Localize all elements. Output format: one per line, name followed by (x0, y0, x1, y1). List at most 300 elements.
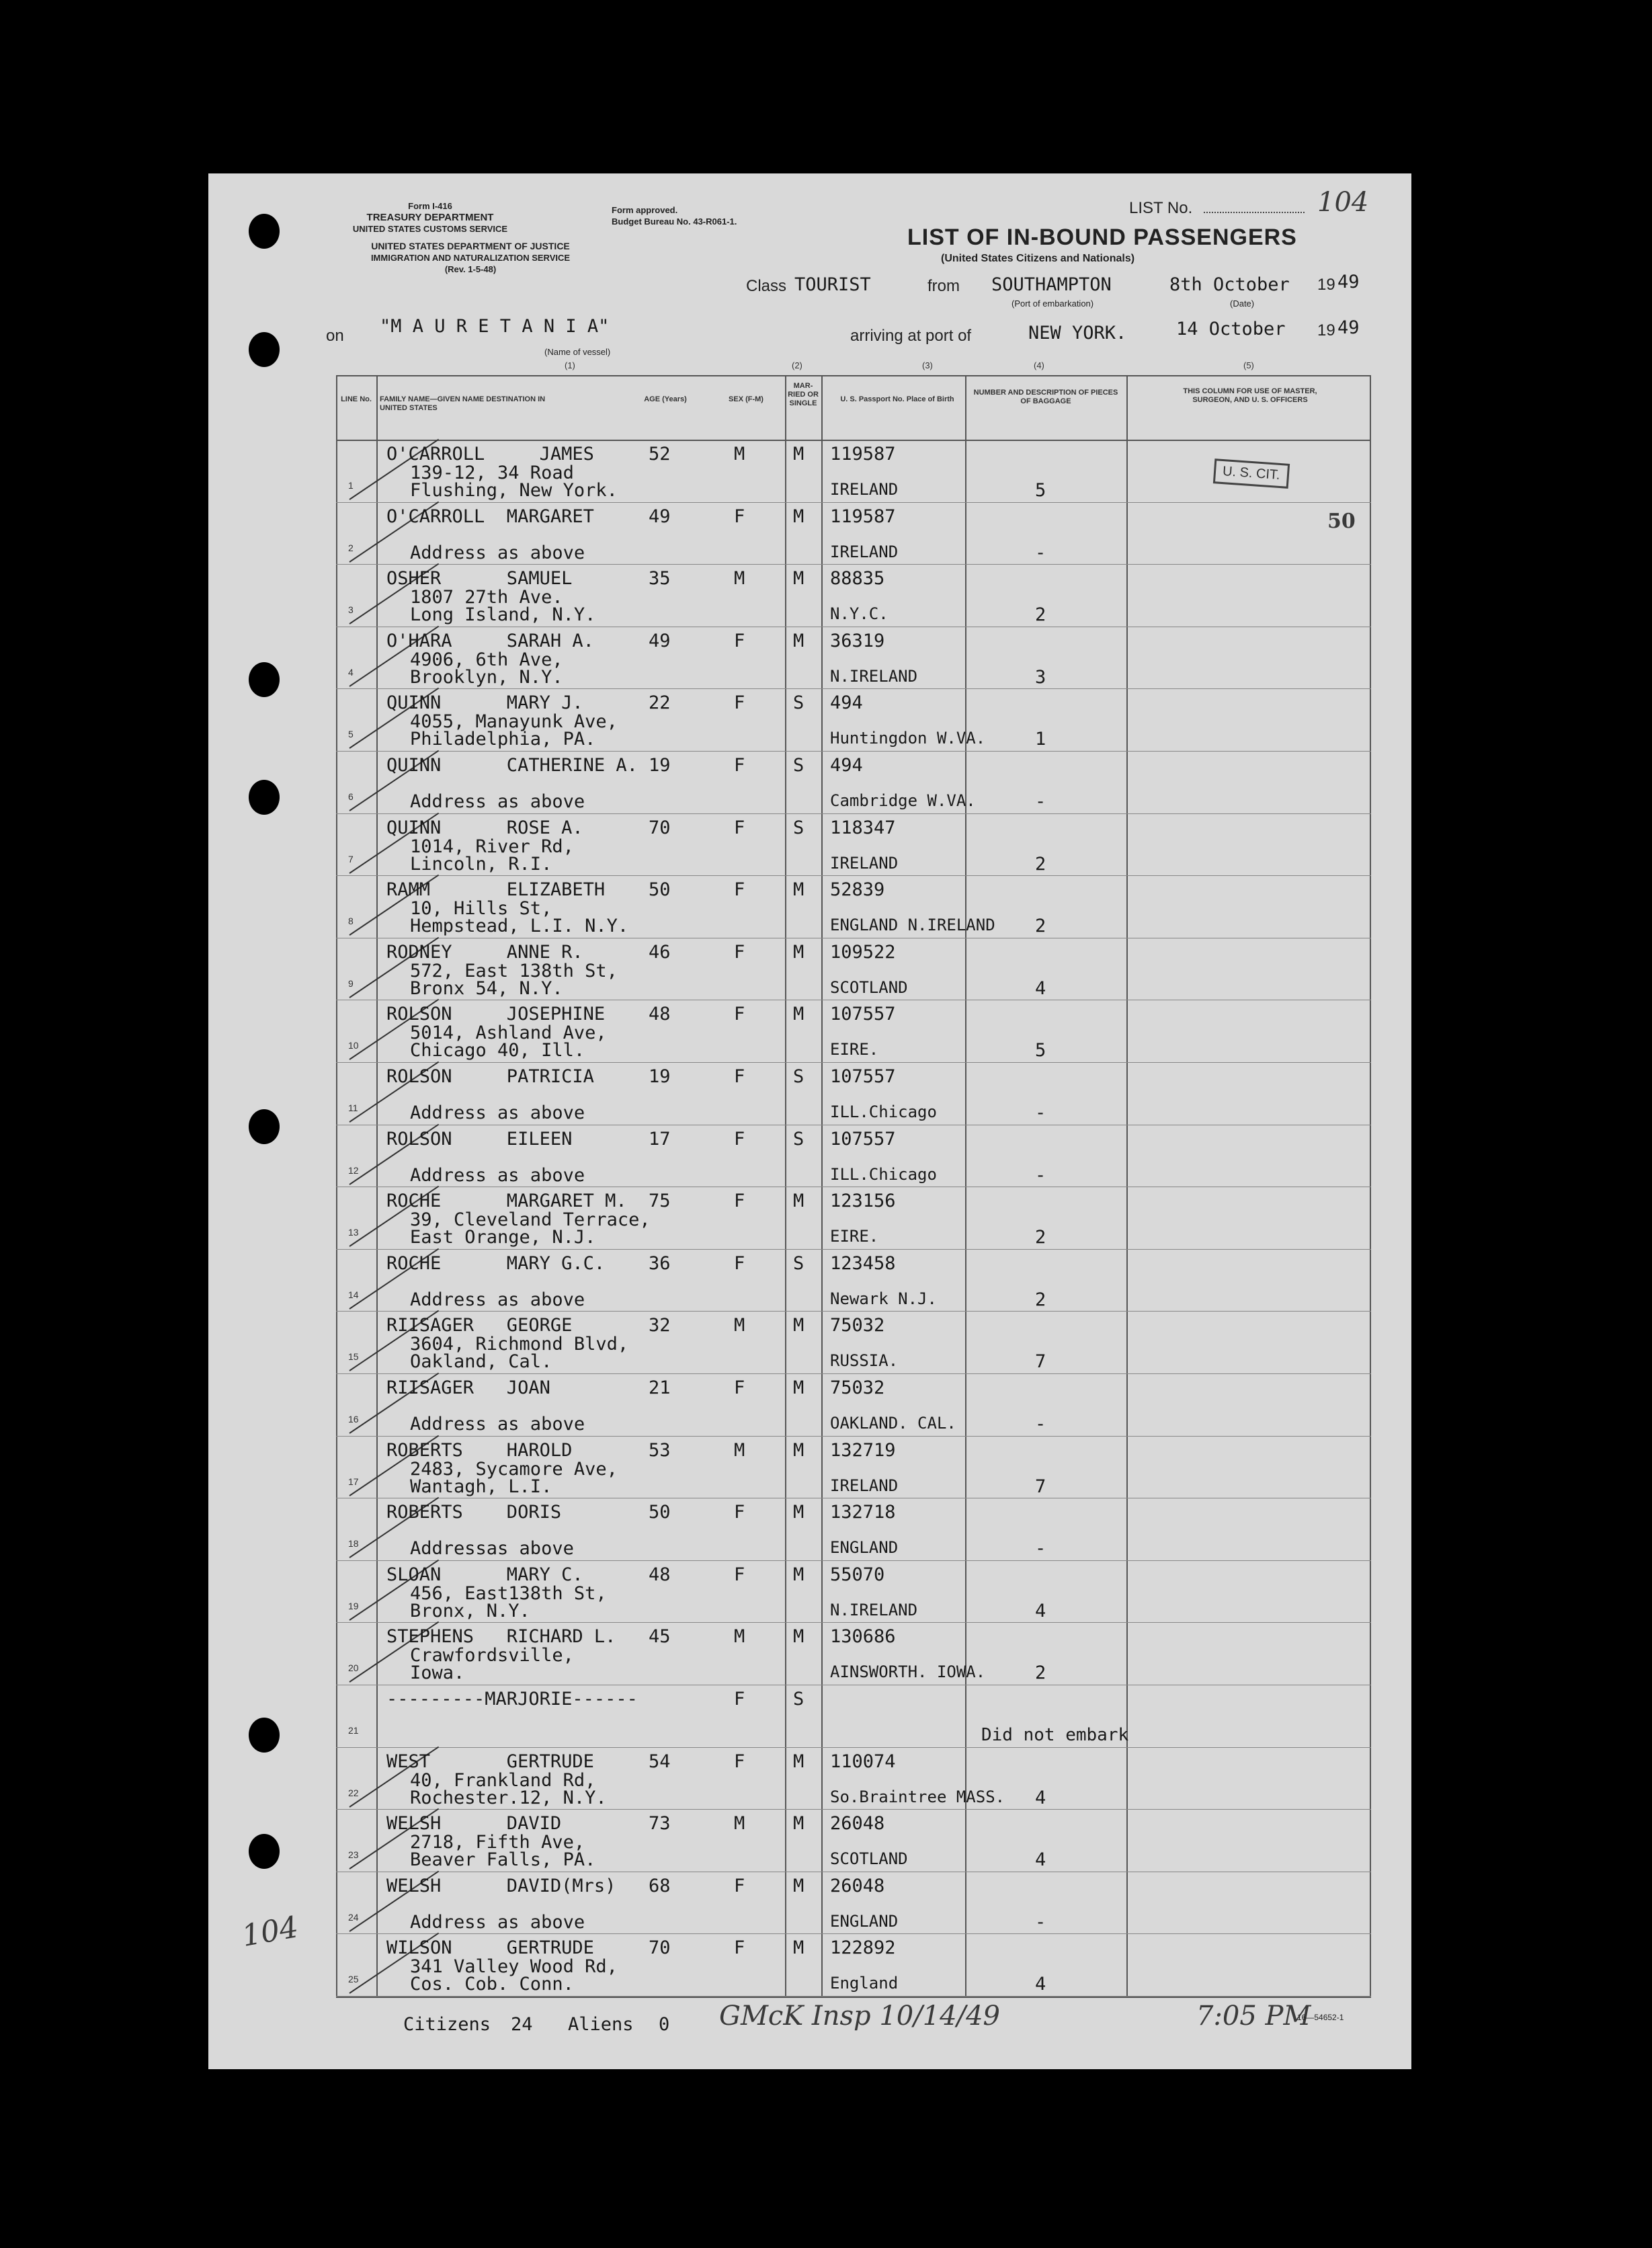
vessel-name: "M A U R E T A N I A" (380, 316, 610, 337)
place-of-birth: RUSSIA. (830, 1351, 899, 1371)
line-number: 12 (348, 1164, 359, 1176)
passenger-sex: F (734, 1066, 745, 1087)
arrival-port: NEW YORK. (1028, 323, 1127, 344)
line-number: 20 (348, 1662, 359, 1674)
passenger-age: 45 (649, 1626, 671, 1648)
row-divider (336, 1062, 1371, 1063)
row-divider (336, 875, 1371, 876)
passenger-age: 21 (649, 1377, 671, 1398)
passenger-sex: F (734, 1875, 745, 1896)
marital-status: M (793, 568, 804, 590)
place-of-birth: EIRE. (830, 1227, 879, 1246)
passport-number: 26048 (830, 1875, 885, 1896)
passport-number: 75032 (830, 1315, 885, 1336)
passenger-name: OSHER SAMUEL (386, 568, 573, 590)
line-number: 7 (348, 853, 354, 865)
address-line: Oakland, Cal. (410, 1351, 552, 1373)
passenger-name: ROBERTS HAROLD (386, 1439, 573, 1461)
col-number: (3) (922, 360, 933, 370)
list-number-label: LIST No. (1129, 199, 1193, 217)
place-of-birth: ENGLAND (830, 1911, 899, 1931)
marital-status: M (793, 1191, 804, 1212)
row-divider (336, 813, 1371, 814)
passport-number: 494 (830, 755, 863, 776)
punch-hole (249, 662, 280, 697)
line-number: 22 (348, 1787, 359, 1798)
line-number: 24 (348, 1911, 359, 1923)
place-of-birth: ENGLAND (830, 1538, 899, 1558)
address-line: Address as above (410, 1102, 585, 1123)
baggage-count: - (1035, 1102, 1046, 1123)
marital-status: M (793, 1377, 804, 1398)
col-number: (4) (1034, 360, 1044, 370)
row-divider (336, 502, 1371, 503)
from-label: from (927, 277, 960, 295)
address-line: Hempstead, L.I. N.Y. (410, 916, 629, 937)
col-divider (785, 375, 786, 1997)
marital-status: M (793, 1875, 804, 1896)
passenger-name: STEPHENS RICHARD L. (386, 1626, 616, 1648)
col-header-sex: SEX (F-M) (729, 395, 763, 403)
place-of-birth: SCOTLAND (830, 1849, 908, 1869)
passenger-sex: M (734, 1626, 745, 1648)
arrival-date: 14 October (1176, 319, 1286, 339)
line-number: 1 (348, 480, 354, 491)
row-divider (336, 688, 1371, 689)
passenger-name: WEST GERTRUDE (386, 1751, 594, 1772)
class-label: Class (746, 277, 787, 295)
punch-hole (249, 780, 280, 815)
passport-number: 26048 (830, 1813, 885, 1835)
passport-number: 36319 (830, 630, 885, 651)
header-bottom-border (336, 440, 1371, 441)
passport-number: 494 (830, 692, 863, 714)
baggage-count: 4 (1035, 1600, 1046, 1621)
address-line: East Orange, N.J. (410, 1227, 596, 1248)
list-number-value: 104 (1317, 187, 1369, 218)
address-line: Address as above (410, 1289, 585, 1310)
passport-number: 132718 (830, 1502, 896, 1523)
address-line: 2483, Sycamore Ave, (410, 1458, 618, 1480)
passenger-name: O'CARROLL JAMES (386, 444, 594, 465)
marital-status: M (793, 1937, 804, 1959)
passport-number: 110074 (830, 1751, 896, 1772)
baggage-count: 2 (1035, 1289, 1046, 1310)
place-of-birth: EIRE. (830, 1040, 879, 1059)
passenger-name: ROCHE MARY G.C. (386, 1252, 606, 1274)
place-of-birth: Huntingdon W.VA. (830, 729, 986, 748)
form-number: Form I-416 (408, 201, 452, 211)
address-line: 10, Hills St, (410, 898, 552, 920)
margin-note: 104 (239, 1910, 301, 1954)
baggage-count: 4 (1035, 1849, 1046, 1871)
passenger-name: RAMM ELIZABETH (386, 879, 606, 901)
class-value: TOURIST (794, 274, 871, 295)
passenger-name: ROCHE MARGARET M. (386, 1191, 627, 1212)
baggage-count: 2 (1035, 1662, 1046, 1684)
line-number: 16 (348, 1414, 359, 1424)
row-divider (336, 1249, 1371, 1250)
marital-status: M (793, 941, 804, 963)
passenger-age: 48 (649, 1564, 671, 1585)
punch-hole (249, 1718, 280, 1753)
address-line: 4906, 6th Ave, (410, 649, 563, 670)
line-number: 18 (348, 1538, 359, 1550)
address-line: 1807 27th Ave. (410, 587, 563, 608)
marital-status: M (793, 879, 804, 901)
passenger-sex: F (734, 1937, 745, 1959)
arrival-year-prefix: 19 (1317, 321, 1335, 339)
passenger-sex: F (734, 1751, 745, 1772)
baggage-count: 7 (1035, 1351, 1046, 1373)
address-line: Address as above (410, 791, 585, 812)
table-bottom-border (336, 1997, 1371, 1998)
passenger-age: 70 (649, 1937, 671, 1959)
passenger-age: 35 (649, 568, 671, 590)
passport-number: 119587 (830, 506, 896, 527)
baggage-count: 4 (1035, 977, 1046, 999)
place-of-birth: N.Y.C. (830, 604, 889, 624)
col-divider (1370, 375, 1371, 1997)
passenger-sex: F (734, 1564, 745, 1585)
passenger-sex: M (734, 1315, 745, 1336)
address-line: 456, East138th St, (410, 1582, 607, 1604)
baggage-count: - (1035, 791, 1046, 812)
address-line: Cos. Cob. Conn. (410, 1974, 574, 1995)
col-header-passport: U. S. Passport No. Place of Birth (840, 395, 954, 403)
justice-block (309, 241, 632, 275)
customs-label: UNITED STATES CUSTOMS SERVICE (352, 224, 508, 234)
line-number: 17 (348, 1476, 359, 1487)
baggage-count: - (1035, 542, 1046, 563)
passport-number: 122892 (830, 1937, 896, 1959)
passenger-name: O'HARA SARAH A. (386, 630, 594, 651)
depart-date: 8th October (1169, 274, 1290, 295)
passenger-sex: F (734, 506, 745, 527)
col-divider (965, 375, 966, 1997)
col-header-age: AGE (Years) (644, 395, 687, 403)
place-of-birth: N.IRELAND (830, 1600, 918, 1619)
punch-hole (249, 332, 280, 367)
place-of-birth: N.IRELAND (830, 666, 918, 686)
address-line: Long Island, N.Y. (410, 604, 596, 626)
marital-status: S (793, 1128, 804, 1150)
marital-status: S (793, 817, 804, 838)
row-divider (336, 564, 1371, 565)
marital-status: M (793, 1626, 804, 1648)
passenger-age: 73 (649, 1813, 671, 1835)
line-number: 21 (348, 1725, 359, 1736)
address-line: 139-12, 34 Road (410, 463, 574, 483)
passenger-age: 68 (649, 1875, 671, 1896)
row-divider (336, 1996, 1371, 1997)
passport-number: 118347 (830, 817, 896, 838)
baggage-count: 2 (1035, 853, 1046, 875)
passenger-sex: F (734, 692, 745, 714)
passenger-sex: F (734, 1191, 745, 1212)
passenger-name: WILSON GERTRUDE (386, 1937, 594, 1959)
address-line: 39, Cleveland Terrace, (410, 1209, 651, 1231)
passport-number: 132719 (830, 1439, 896, 1461)
passenger-age: 50 (649, 879, 671, 901)
passenger-sex: M (734, 444, 745, 465)
passport-number: 52839 (830, 879, 885, 901)
line-number: 11 (348, 1102, 358, 1113)
passenger-name: QUINN ROSE A. (386, 817, 583, 838)
table-top-border (336, 375, 1371, 376)
passenger-sex: F (734, 941, 745, 963)
col-number: (1) (565, 360, 575, 370)
baggage-count: 5 (1035, 1040, 1046, 1061)
passenger-age: 32 (649, 1315, 671, 1336)
passenger-age: 49 (649, 506, 671, 527)
aliens-label: Aliens (568, 2014, 634, 2035)
marital-status: M (793, 506, 804, 527)
marital-status: M (793, 1502, 804, 1523)
arriving-label: arriving at port of (850, 327, 972, 345)
passenger-age: 70 (649, 817, 671, 838)
address-line: 40, Frankland Rd, (410, 1769, 596, 1791)
row-divider (336, 751, 1371, 752)
address-line: Bronx 54, N.Y. (410, 977, 563, 999)
passenger-age: 22 (649, 692, 671, 714)
place-of-birth: Cambridge W.VA. (830, 791, 976, 810)
passport-number: 107557 (830, 1128, 896, 1150)
marital-status: M (793, 1564, 804, 1585)
place-of-birth: IRELAND (830, 1476, 899, 1495)
punch-hole (249, 214, 280, 249)
row-divider (336, 1436, 1371, 1437)
inspection-time: 7:05 PM (1196, 2001, 1311, 2032)
marital-status: S (793, 1066, 804, 1087)
place-of-birth: ILL.Chicago (830, 1164, 937, 1184)
passenger-age: 54 (649, 1751, 671, 1772)
passenger-name: RIISAGER JOAN (386, 1377, 550, 1398)
us-citizen-stamp: U. S. CIT. (1213, 458, 1290, 489)
baggage-count: 3 (1035, 666, 1046, 688)
place-of-birth: IRELAND (830, 542, 899, 561)
date-label: (Date) (1230, 298, 1255, 309)
immigration-label: IMMIGRATION AND NATURALIZATION SERVICE (370, 253, 571, 263)
address-line: Beaver Falls, PA. (410, 1849, 596, 1871)
place-of-birth: OAKLAND. CAL. (830, 1414, 956, 1433)
passenger-name: SLOAN MARY C. (386, 1564, 583, 1585)
col-divider (376, 375, 378, 1997)
passenger-age: 46 (649, 941, 671, 963)
passenger-sex: F (734, 1128, 745, 1150)
baggage-count: - (1035, 1414, 1046, 1435)
passenger-name: ROLSON EILEEN (386, 1128, 573, 1150)
baggage-count: - (1035, 1538, 1046, 1560)
list-number (1129, 199, 1305, 218)
address-line: Address as above (410, 1911, 585, 1933)
line-number: 8 (348, 916, 354, 927)
passenger-name: QUINN MARY J. (386, 692, 583, 714)
form-code: 16—54652-1 (1297, 2013, 1344, 2022)
address-line: Address as above (410, 542, 585, 563)
address-line: Addressas above (410, 1538, 574, 1560)
citizens-count: 24 (511, 2014, 533, 2035)
passenger-age: 19 (649, 1066, 671, 1087)
passenger-sex: F (734, 1252, 745, 1274)
marital-status: M (793, 1004, 804, 1025)
baggage-count: 7 (1035, 1476, 1046, 1497)
punch-hole (249, 1834, 280, 1869)
place-of-birth: England (830, 1974, 899, 1993)
place-of-birth: AINSWORTH. IOWA. (830, 1662, 986, 1682)
passenger-age: 36 (649, 1252, 671, 1274)
passenger-name: QUINN CATHERINE A. (386, 755, 638, 776)
passport-number: 130686 (830, 1626, 896, 1648)
address-line: 1014, River Rd, (410, 836, 574, 857)
address-line: Rochester.12, N.Y. (410, 1787, 607, 1808)
passenger-sex: M (734, 568, 745, 590)
passenger-name: RIISAGER GEORGE (386, 1315, 573, 1336)
line-number: 19 (348, 1600, 359, 1611)
baggage-count: Did not embark (981, 1725, 1129, 1745)
line-number: 25 (348, 1974, 359, 1985)
col-divider (1126, 375, 1128, 1997)
citizens-label: Citizens (403, 2014, 491, 2035)
passenger-name: ---------MARJORIE------ (386, 1689, 638, 1710)
baggage-count: 4 (1035, 1787, 1046, 1808)
col-header-line: LINE No. (341, 395, 372, 403)
passenger-sex: F (734, 1689, 745, 1710)
on-label: on (326, 327, 344, 345)
passport-number: 123458 (830, 1252, 896, 1274)
agency-block (309, 200, 551, 235)
col-header-use: THIS COLUMN FOR USE OF MASTER, SURGEON, AND U. S. OFFICERS (1183, 387, 1317, 404)
address-line: Address as above (410, 1164, 585, 1186)
passenger-sex: F (734, 630, 745, 651)
inspector-signature: GMcK Insp 10/14/49 (719, 2001, 1000, 2032)
marital-status: S (793, 1689, 804, 1710)
place-of-birth: So.Braintree MASS. (830, 1787, 1005, 1806)
address-line: 3604, Richmond Blvd, (410, 1334, 629, 1355)
embark-port-label: (Port of embarkation) (1011, 298, 1094, 309)
place-of-birth: IRELAND (830, 853, 899, 873)
passenger-sex: M (734, 1813, 745, 1835)
marital-status: S (793, 1252, 804, 1274)
passport-number: 123156 (830, 1191, 896, 1212)
budget-bureau: Budget Bureau No. 43-R061-1. (612, 216, 737, 227)
line-number: 3 (348, 604, 354, 616)
col-header-name: FAMILY NAME—GIVEN NAME DESTINATION IN UNITED STATES (380, 395, 546, 412)
passenger-name: ROLSON PATRICIA (386, 1066, 594, 1087)
marital-status: M (793, 1813, 804, 1835)
passenger-age: 75 (649, 1191, 671, 1212)
address-line: 341 Valley Wood Rd, (410, 1956, 618, 1978)
baggage-count: 4 (1035, 1974, 1046, 1995)
marital-status: M (793, 1439, 804, 1461)
col-divider (821, 375, 823, 1997)
arrival-year: 49 (1337, 317, 1360, 338)
address-line: 5014, Ashland Ave, (410, 1022, 607, 1044)
passenger-sex: F (734, 1004, 745, 1025)
row-divider (336, 1809, 1371, 1810)
baggage-count: 2 (1035, 604, 1046, 626)
line-number: 23 (348, 1849, 359, 1861)
address-line: Iowa. (410, 1662, 465, 1684)
place-of-birth: SCOTLAND (830, 977, 908, 997)
baggage-count: 2 (1035, 1227, 1046, 1248)
address-line: Crawfordsville, (410, 1645, 574, 1667)
place-of-birth: IRELAND (830, 480, 899, 499)
baggage-count: 1 (1035, 729, 1046, 750)
line-number: 13 (348, 1227, 359, 1238)
passenger-name: WELSH DAVID (386, 1813, 562, 1835)
passenger-age: 53 (649, 1439, 671, 1461)
address-line: Brooklyn, N.Y. (410, 666, 563, 688)
col-header-baggage: NUMBER AND DESCRIPTION OF PIECES OF BAGGAGE (973, 389, 1118, 405)
baggage-count: - (1035, 1911, 1046, 1933)
justice-label: UNITED STATES DEPARTMENT OF JUSTICE (371, 241, 570, 251)
passenger-age: 49 (649, 630, 671, 651)
marital-status: S (793, 692, 804, 714)
passenger-age: 50 (649, 1502, 671, 1523)
passport-number: 107557 (830, 1004, 896, 1025)
address-line: 4055, Manayunk Ave, (410, 711, 618, 733)
col-number: (5) (1243, 360, 1254, 370)
line-number: 9 (348, 977, 354, 989)
address-line: Address as above (410, 1414, 585, 1435)
line-number: 14 (348, 1289, 359, 1300)
manifest-page (208, 173, 1411, 2069)
approval-block (612, 204, 813, 227)
depart-year: 49 (1337, 272, 1360, 292)
punch-hole (249, 1109, 280, 1144)
address-line: 572, East 138th St, (410, 960, 618, 981)
address-line: 2718, Fifth Ave, (410, 1832, 585, 1853)
passport-number: 107557 (830, 1066, 896, 1087)
passport-number: 75032 (830, 1377, 885, 1398)
aliens-count: 0 (659, 2014, 670, 2035)
row-divider (336, 1560, 1371, 1561)
baggage-count: - (1035, 1164, 1046, 1186)
passenger-name: O'CARROLL MARGARET (386, 506, 594, 527)
row-divider (336, 1747, 1371, 1748)
depart-year-prefix: 19 (1317, 276, 1335, 294)
line-number: 6 (348, 791, 354, 802)
marital-status: M (793, 1315, 804, 1336)
passenger-age: 19 (649, 755, 671, 776)
address-line: Bronx, N.Y. (410, 1600, 530, 1621)
baggage-count: 5 (1035, 480, 1046, 501)
marital-status: S (793, 755, 804, 776)
passenger-sex: M (734, 1439, 745, 1461)
passenger-age: 17 (649, 1128, 671, 1150)
line-number: 4 (348, 666, 354, 678)
place-of-birth: Newark N.J. (830, 1289, 937, 1308)
embark-port: SOUTHAMPTON (991, 274, 1112, 295)
passport-number: 88835 (830, 568, 885, 590)
page-subtitle: (United States Citizens and Nationals) (941, 253, 1135, 264)
line-number: 2 (348, 542, 354, 553)
form-approved: Form approved. (612, 205, 678, 215)
row-divider (336, 1311, 1371, 1312)
address-line: Wantagh, L.I. (410, 1476, 552, 1497)
line-number: 5 (348, 729, 354, 740)
row-divider (336, 1933, 1371, 1934)
marital-status: M (793, 630, 804, 651)
passenger-sex: F (734, 1377, 745, 1398)
passenger-name: WELSH DAVID(Mrs) (386, 1875, 616, 1896)
rev-label: (Rev. 1-5-48) (444, 264, 497, 274)
passenger-name: ROBERTS DORIS (386, 1502, 562, 1523)
passenger-age: 52 (649, 444, 671, 465)
passport-number: 55070 (830, 1564, 885, 1585)
page-title: LIST OF IN-BOUND PASSENGERS (907, 225, 1297, 250)
